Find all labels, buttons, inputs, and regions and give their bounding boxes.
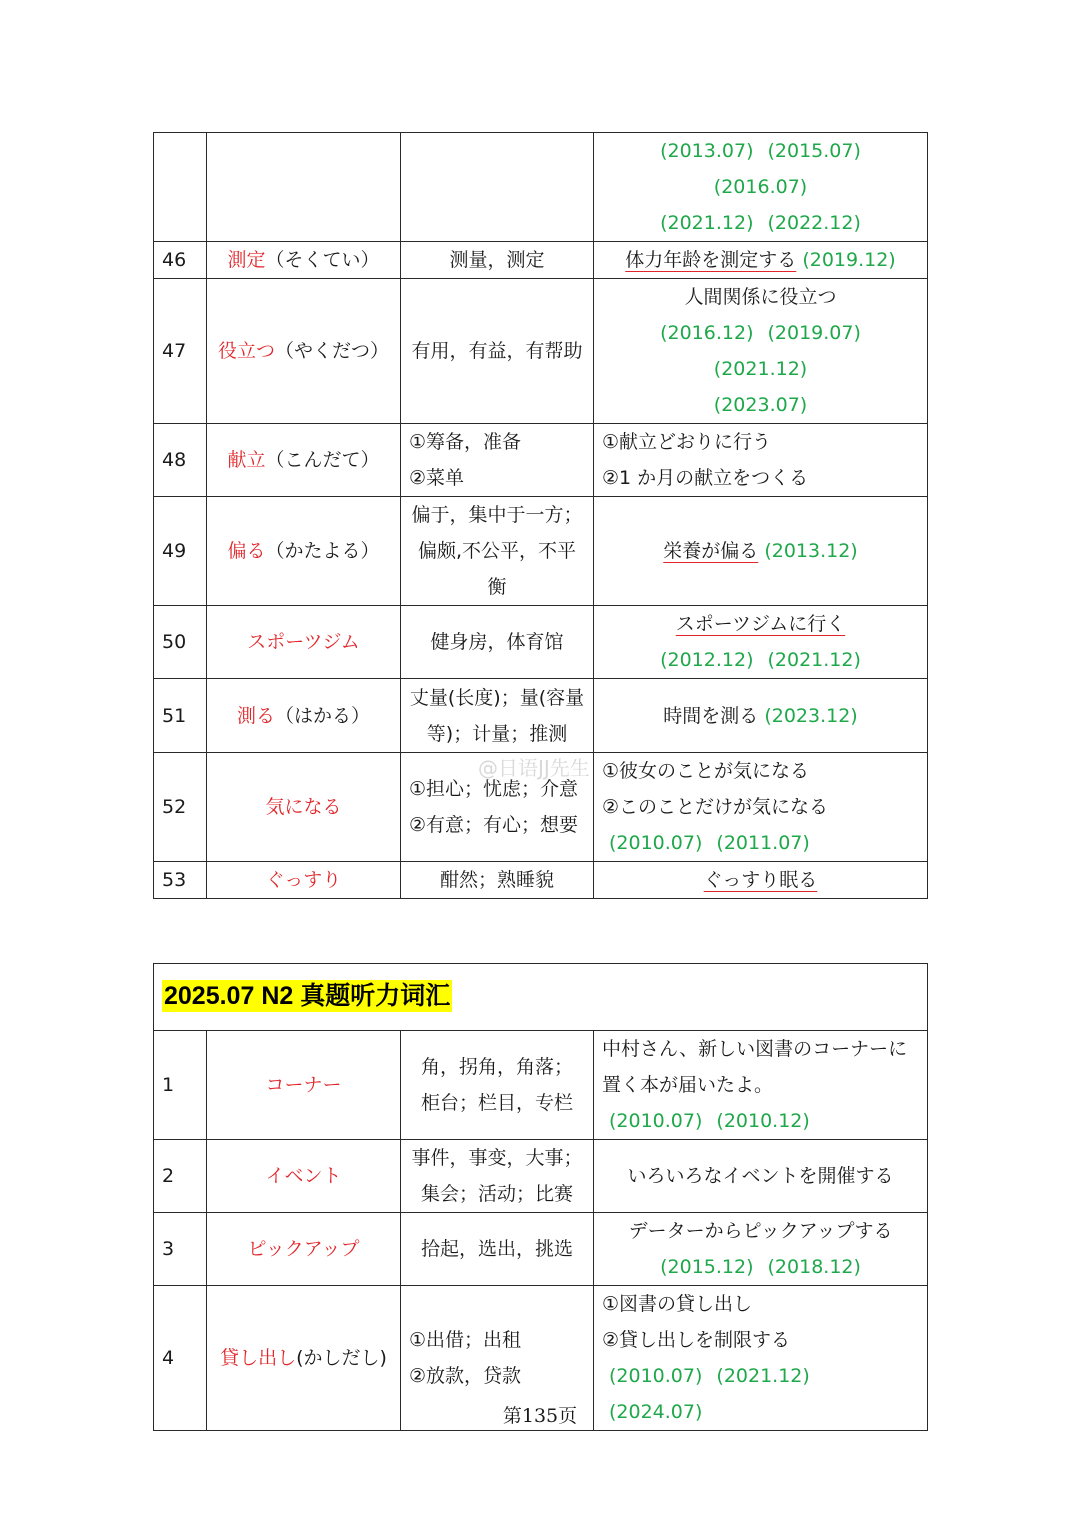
meaning-cell: 酣然；熟睡貌 xyxy=(401,862,594,899)
vocab-reading: （やくだつ） xyxy=(275,340,390,362)
example-sentence: ①図書の貸し出し xyxy=(602,1293,753,1315)
meaning-cell: ①筹备，准备 ②菜单 xyxy=(401,424,594,497)
example-sentence: 時間を測る xyxy=(663,704,759,727)
exam-years: (2016.12) (2019.07)(2021.12) xyxy=(660,322,861,380)
example-sentence: 置く本が届いたよ。 xyxy=(602,1074,774,1096)
vocab-word-cell xyxy=(207,606,401,679)
meaning-cell: 事件，事变，大事； 集会；活动；比赛 xyxy=(401,1140,594,1213)
meaning-cell: ①出借；出租 ②放款，贷款 xyxy=(401,1286,594,1431)
vocab-word: 役立つ xyxy=(217,340,275,362)
row-number: 48 xyxy=(154,424,207,497)
exam-years: (2013.12) xyxy=(764,540,858,562)
meaning-cell: 拾起，选出，挑选 xyxy=(401,1213,594,1286)
vocab-table-continued xyxy=(153,132,928,899)
vocab-word: イベント xyxy=(265,1165,342,1187)
example-sentence: ①彼女のことが気になる xyxy=(602,760,810,782)
vocab-word: スポーツジム xyxy=(247,631,360,653)
table-row xyxy=(154,1140,928,1213)
example-sentence: 体力年龄を測定する xyxy=(625,249,797,271)
vocab-word-cell xyxy=(207,753,401,862)
meaning-cell xyxy=(401,133,594,242)
table-row xyxy=(154,242,928,279)
table-row xyxy=(154,862,928,899)
vocab-word: ぐっすり xyxy=(265,869,342,891)
example-cell xyxy=(594,424,928,497)
row-number: 47 xyxy=(154,279,207,424)
vocab-word-cell xyxy=(207,497,401,606)
vocab-word-cell xyxy=(207,862,401,899)
vocab-word: 貸し出し xyxy=(220,1347,297,1369)
vocab-word-cell xyxy=(207,279,401,424)
row-number: 4 xyxy=(154,1286,207,1431)
meaning-cell: 有用，有益，有帮助 xyxy=(401,279,594,424)
example-sentence: ①献立どおりに行う xyxy=(602,431,772,453)
example-cell xyxy=(594,242,928,279)
exam-years: (2010.07) (2010.12) xyxy=(609,1110,810,1132)
page-number: 第135页 xyxy=(502,1405,578,1427)
vocab-reading: （はかる） xyxy=(275,704,371,727)
example-sentence: スポーツジムに行く xyxy=(675,613,846,635)
row-number: 1 xyxy=(154,1031,207,1140)
table-row xyxy=(154,279,928,424)
vocab-word: ピックアップ xyxy=(247,1238,360,1260)
example-sentence: 中村さん、新しい図書のコーナーに xyxy=(602,1038,908,1060)
row-number: 51 xyxy=(154,679,207,753)
example-sentence: 人間関係に役立つ xyxy=(684,286,837,308)
meaning-cell: 偏于，集中于一方； 偏颇,不公平，不平衡 xyxy=(401,497,594,606)
vocab-word-cell xyxy=(207,242,401,279)
row-number: 52 xyxy=(154,753,207,862)
row-number: 3 xyxy=(154,1213,207,1286)
example-cell xyxy=(594,497,928,606)
vocab-table-listening xyxy=(153,963,928,1431)
exam-years: (2010.07) (2011.07) xyxy=(609,832,810,854)
row-number xyxy=(154,133,207,242)
exam-years: (2013.07) (2015.07)(2016.07) xyxy=(660,140,861,198)
example-sentence: データーからピックアップする xyxy=(628,1220,893,1242)
vocab-word: 偏る xyxy=(227,540,266,562)
example-cell xyxy=(594,606,928,679)
vocab-word: 献立 xyxy=(227,449,266,471)
row-number: 50 xyxy=(154,606,207,679)
example-sentence: ②1 か月の献立をつくる xyxy=(602,467,809,489)
row-number: 49 xyxy=(154,497,207,606)
example-cell xyxy=(594,279,928,424)
row-number: 53 xyxy=(154,862,207,899)
vocab-word: 測定 xyxy=(227,249,266,271)
vocab-word: 気になる xyxy=(265,796,342,818)
example-cell xyxy=(594,1031,928,1140)
row-number: 46 xyxy=(154,242,207,279)
example-cell xyxy=(594,133,928,242)
exam-years: (2021.12) (2022.12) xyxy=(660,212,861,234)
table-row xyxy=(154,679,928,753)
example-cell xyxy=(594,1213,928,1286)
vocab-word-cell xyxy=(207,1140,401,1213)
example-cell xyxy=(594,862,928,899)
table-row xyxy=(154,1213,928,1286)
vocab-word: コーナー xyxy=(265,1074,342,1096)
table-row xyxy=(154,497,928,606)
example-cell xyxy=(594,679,928,753)
example-sentence: ②このことだけが気になる xyxy=(602,796,829,818)
row-number: 2 xyxy=(154,1140,207,1213)
vocab-reading: （こんだて） xyxy=(265,449,380,471)
table-row xyxy=(154,606,928,679)
vocab-word-cell xyxy=(207,679,401,753)
vocab-reading: (かしだし) xyxy=(296,1347,387,1369)
section-title: 2025.07 N2 真题听力词汇 xyxy=(164,982,451,1010)
vocab-word-cell xyxy=(207,1031,401,1140)
watermark: @日语JJ先生 xyxy=(478,756,590,780)
exam-years: (2019.12) xyxy=(802,249,896,271)
vocab-word-cell xyxy=(207,1213,401,1286)
example-sentence: 栄養が偏る xyxy=(663,540,759,562)
vocab-reading: （かたよる） xyxy=(265,540,380,562)
example-cell xyxy=(594,1140,928,1213)
table-title-row xyxy=(154,964,928,1031)
table-row xyxy=(154,1031,928,1140)
example-sentence: ②貸し出しを制限する xyxy=(602,1329,791,1351)
exam-years: (2015.12) (2018.12) xyxy=(660,1256,861,1278)
meaning-cell: ①担心；忧虑；介意 ②有意；有心；想要 xyxy=(401,753,594,862)
meaning-cell: 丈量(长度)；量(容量 等)；计量；推测 xyxy=(401,679,594,753)
exam-years: (2023.07) xyxy=(713,394,808,416)
example-cell xyxy=(594,753,928,862)
vocab-word-cell xyxy=(207,424,401,497)
exam-years: (2012.12) (2021.12) xyxy=(660,649,861,671)
table-row xyxy=(154,133,928,242)
example-sentence: ぐっすり眠る xyxy=(703,869,818,891)
meaning-cell: 测量，测定 xyxy=(401,242,594,279)
vocab-word: 測る xyxy=(236,704,275,727)
table-row xyxy=(154,424,928,497)
example-sentence: いろいろなイベントを開催する xyxy=(627,1165,894,1187)
vocab-word-cell xyxy=(207,133,401,242)
vocab-reading: （そくてい） xyxy=(265,249,380,271)
meaning-cell: 角，拐角，角落； 柜台；栏目，专栏 xyxy=(401,1031,594,1140)
meaning-cell: 健身房，体育馆 xyxy=(401,606,594,679)
exam-years: (2023.12) xyxy=(764,704,858,727)
exam-years: (2010.07) (2021.12)(2024.07) xyxy=(609,1365,810,1423)
